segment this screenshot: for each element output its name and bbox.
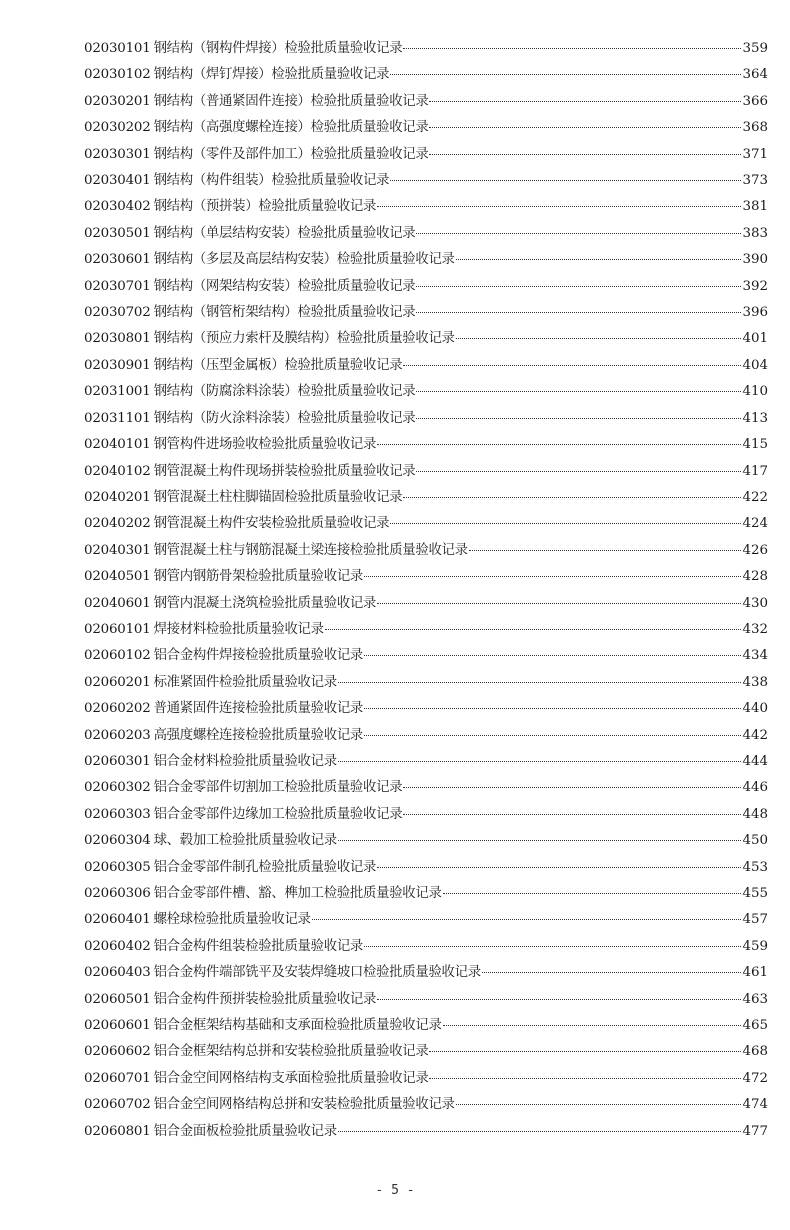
toc-entry-page-number: 359 [742, 41, 768, 56]
toc-dot-leader [403, 47, 741, 49]
toc-entry-code: 02060102 [84, 648, 151, 664]
toc-entry-title: 钢管混凝土柱柱脚锚固检验批质量验收记录 [153, 489, 403, 505]
toc-entry-page-number: 401 [742, 331, 768, 347]
toc-entry-title: 钢结构（单层结构安装）检验批质量验收记录 [153, 225, 416, 241]
toc-dot-leader [403, 813, 741, 815]
toc-entry-page-number: 381 [742, 199, 768, 215]
toc-entry[interactable] [84, 723, 768, 749]
toc-dot-leader [456, 1103, 742, 1105]
toc-entry-code: 02060301 [84, 753, 151, 769]
toc-entry[interactable] [84, 221, 768, 247]
toc-dot-leader [364, 734, 741, 736]
table-of-contents [84, 36, 768, 1145]
toc-entry[interactable] [84, 538, 768, 564]
toc-entry-code: 02060302 [84, 780, 151, 796]
toc-entry-title: 普通紧固件连接检验批质量验收记录 [153, 701, 364, 717]
toc-entry-page-number: 383 [742, 225, 768, 241]
toc-entry-title: 钢管内混凝土浇筑检验批质量验收记录 [153, 595, 377, 611]
toc-entry[interactable] [84, 987, 768, 1013]
toc-entry[interactable] [84, 459, 768, 485]
toc-entry-page-number: 404 [742, 357, 768, 373]
toc-entry-page-number: 428 [742, 569, 768, 585]
toc-dot-leader [338, 1130, 742, 1132]
toc-entry[interactable] [84, 960, 768, 986]
toc-entry-code: 02030301 [84, 146, 151, 162]
toc-dot-leader [469, 549, 742, 551]
toc-entry-code: 02030801 [84, 331, 151, 347]
toc-entry[interactable] [84, 353, 768, 379]
toc-entry-code: 02060304 [84, 833, 151, 849]
toc-dot-leader [338, 681, 742, 683]
toc-entry-code: 02060403 [84, 965, 151, 981]
toc-entry-code: 02030701 [84, 278, 151, 294]
toc-entry[interactable] [84, 89, 768, 115]
toc-entry-title: 焊接材料检验批质量验收记录 [153, 621, 324, 637]
toc-entry-title: 铝合金空间网格结构支承面检验批质量验收记录 [153, 1070, 429, 1086]
toc-dot-leader [429, 153, 741, 155]
toc-entry-page-number: 415 [742, 437, 768, 453]
toc-entry-page-number: 463 [742, 991, 768, 1007]
toc-entry-page-number: 371 [742, 146, 768, 162]
toc-entry-title: 铝合金材料检验批质量验收记录 [153, 753, 337, 769]
toc-dot-leader [416, 232, 741, 234]
toc-dot-leader [364, 707, 741, 709]
toc-dot-leader [390, 73, 741, 75]
toc-entry-page-number: 442 [742, 727, 768, 743]
toc-entry-page-number: 474 [742, 1097, 768, 1113]
toc-entry[interactable] [84, 564, 768, 590]
toc-entry[interactable] [84, 406, 768, 432]
toc-entry-code: 02040101 [84, 437, 151, 453]
toc-entry-page-number: 396 [742, 305, 768, 321]
toc-entry[interactable] [84, 1092, 768, 1118]
toc-dot-leader [325, 628, 742, 630]
toc-entry-title: 高强度螺栓连接检验批质量验收记录 [153, 727, 364, 743]
toc-entry-title: 铝合金空间网格结构总拼和安装检验批质量验收记录 [153, 1097, 455, 1113]
toc-entry-page-number: 368 [742, 120, 768, 136]
toc-entry-code: 02030402 [84, 199, 151, 215]
toc-entry-title: 钢结构（钢管桁架结构）检验批质量验收记录 [153, 305, 416, 321]
toc-dot-leader [416, 311, 741, 313]
toc-dot-leader [443, 892, 742, 894]
toc-entry-code: 02031101 [84, 410, 151, 426]
toc-entry[interactable] [84, 749, 768, 775]
toc-dot-leader [377, 866, 741, 868]
toc-dot-leader [377, 602, 741, 604]
toc-entry[interactable] [84, 485, 768, 511]
toc-dot-leader [364, 945, 741, 947]
toc-entry-title: 标准紧固件检验批质量验收记录 [153, 674, 337, 690]
toc-entry-page-number: 477 [742, 1123, 768, 1139]
toc-entry-code: 02060801 [84, 1123, 151, 1139]
toc-entry-code: 02060201 [84, 674, 151, 690]
toc-entry-page-number: 426 [742, 542, 768, 558]
toc-entry-page-number: 364 [742, 67, 768, 83]
toc-entry-title: 钢结构（压型金属板）检验批质量验收记录 [153, 357, 403, 373]
toc-entry-title: 钢管混凝土构件现场拼装检验批质量验收记录 [153, 463, 416, 479]
toc-entry-title: 钢结构（预应力索杆及膜结构）检验批质量验收记录 [153, 331, 455, 347]
toc-entry-code: 02030202 [84, 120, 151, 136]
toc-entry-page-number: 455 [742, 886, 768, 901]
toc-entry-title: 钢结构（高强度螺栓连接）检验批质量验收记录 [153, 120, 429, 136]
toc-entry-title: 铝合金构件端部铣平及安装焊缝坡口检验批质量验收记录 [153, 965, 481, 981]
toc-entry-code: 02060601 [84, 1018, 151, 1034]
toc-entry-page-number: 366 [742, 93, 768, 109]
toc-dot-leader [377, 205, 741, 207]
toc-entry[interactable] [84, 591, 768, 617]
toc-entry-title: 铝合金构件预拼装检验批质量验收记录 [153, 991, 377, 1007]
toc-entry-page-number: 410 [742, 384, 768, 400]
toc-dot-leader [364, 575, 741, 577]
toc-entry-page-number: 432 [742, 621, 768, 637]
toc-entry-title: 钢管内钢筋骨架检验批质量验收记录 [153, 569, 364, 585]
toc-entry-code: 02040202 [84, 516, 151, 532]
toc-entry[interactable] [84, 855, 768, 881]
toc-entry-title: 铝合金构件组装检验批质量验收记录 [153, 938, 364, 954]
toc-entry-code: 02030702 [84, 305, 151, 321]
toc-entry-title: 钢结构（普通紧固件连接）检验批质量验收记录 [153, 93, 429, 109]
toc-dot-leader [416, 285, 741, 287]
toc-dot-leader [390, 522, 741, 524]
toc-entry-title: 铝合金框架结构基础和支承面检验批质量验收记录 [153, 1018, 442, 1034]
toc-entry-code: 02040102 [84, 463, 151, 479]
toc-entry[interactable] [84, 802, 768, 828]
toc-entry-page-number: 434 [742, 648, 768, 664]
toc-entry-code: 02060602 [84, 1044, 151, 1060]
toc-entry-code: 02040601 [84, 595, 151, 611]
toc-entry-code: 02040301 [84, 542, 151, 558]
toc-entry[interactable] [84, 36, 768, 62]
toc-dot-leader [416, 390, 741, 392]
toc-entry-page-number: 438 [742, 674, 768, 690]
toc-dot-leader [390, 179, 741, 181]
toc-entry-code: 02030601 [84, 252, 151, 268]
toc-entry-code: 02031001 [84, 384, 151, 400]
toc-entry-code: 02030901 [84, 357, 151, 373]
toc-entry-page-number: 430 [742, 595, 768, 611]
toc-dot-leader [429, 126, 741, 128]
toc-entry-code: 02060202 [84, 701, 151, 717]
toc-dot-leader [429, 1077, 741, 1079]
toc-entry-code: 02060702 [84, 1097, 151, 1113]
toc-entry-page-number: 413 [742, 410, 768, 426]
toc-dot-leader [377, 443, 741, 445]
page-number: - 5 - [375, 1183, 415, 1198]
toc-entry-page-number: 373 [742, 173, 768, 189]
toc-entry-title: 铝合金框架结构总拼和安装检验批质量验收记录 [153, 1044, 429, 1060]
toc-entry[interactable] [84, 247, 768, 273]
toc-entry-page-number: 457 [742, 912, 768, 928]
toc-entry-title: 铝合金零部件切割加工检验批质量验收记录 [153, 780, 403, 796]
toc-entry-code: 02060203 [84, 727, 151, 743]
toc-dot-leader [456, 258, 742, 260]
toc-dot-leader [429, 100, 741, 102]
toc-entry-title: 钢结构（构件组装）检验批质量验收记录 [153, 173, 390, 189]
toc-entry[interactable] [84, 643, 768, 669]
toc-entry-title: 钢结构（焊钉焊接）检验批质量验收记录 [153, 67, 390, 83]
toc-entry-page-number: 390 [742, 252, 768, 268]
toc-entry-title: 钢结构（多层及高层结构安装）检验批质量验收记录 [153, 252, 455, 268]
toc-entry[interactable] [84, 115, 768, 141]
toc-entry[interactable] [84, 1039, 768, 1065]
toc-entry-page-number: 448 [742, 806, 768, 822]
toc-entry-code: 02030101 [84, 41, 151, 56]
toc-entry[interactable] [84, 907, 768, 933]
toc-entry-code: 02040201 [84, 489, 151, 505]
toc-entry-title: 钢结构（预拼装）检验批质量验收记录 [153, 199, 377, 215]
toc-dot-leader [429, 1050, 741, 1052]
toc-entry-title: 钢结构（零件及部件加工）检验批质量验收记录 [153, 146, 429, 162]
toc-entry-code: 02060402 [84, 938, 151, 954]
toc-entry[interactable] [84, 194, 768, 220]
toc-entry-page-number: 440 [742, 701, 768, 717]
toc-entry[interactable] [84, 379, 768, 405]
toc-dot-leader [416, 417, 741, 419]
toc-entry[interactable] [84, 326, 768, 352]
toc-entry-code: 02060401 [84, 912, 151, 928]
toc-entry[interactable] [84, 775, 768, 801]
toc-entry[interactable] [84, 934, 768, 960]
toc-entry-title: 钢管混凝土构件安装检验批质量验收记录 [153, 516, 390, 532]
toc-entry-page-number: 392 [742, 278, 768, 294]
toc-entry-code: 02030501 [84, 225, 151, 241]
toc-entry-page-number: 424 [742, 516, 768, 532]
toc-entry-title: 铝合金构件焊接检验批质量验收记录 [153, 648, 364, 664]
toc-entry[interactable] [84, 670, 768, 696]
toc-entry[interactable] [84, 511, 768, 537]
toc-dot-leader [482, 971, 742, 973]
toc-entry-title: 铝合金零部件边缘加工检验批质量验收记录 [153, 806, 403, 822]
toc-entry-page-number: 444 [742, 753, 768, 769]
toc-entry-code: 02030102 [84, 67, 151, 83]
toc-entry[interactable] [84, 62, 768, 88]
toc-entry-title: 铝合金面板检验批质量验收记录 [153, 1123, 337, 1139]
toc-entry[interactable] [84, 881, 768, 907]
toc-entry-title: 钢结构（防腐涂料涂装）检验批质量验收记录 [153, 384, 416, 400]
toc-entry[interactable] [84, 828, 768, 854]
toc-entry[interactable] [84, 432, 768, 458]
toc-dot-leader [364, 654, 741, 656]
toc-entry-page-number: 446 [742, 780, 768, 796]
toc-entry[interactable] [84, 617, 768, 643]
toc-entry-title: 钢管混凝土柱与钢筋混凝土梁连接检验批质量验收记录 [153, 542, 468, 558]
toc-entry[interactable] [84, 1066, 768, 1092]
toc-entry-code: 02040501 [84, 569, 151, 585]
toc-entry-code: 02060303 [84, 806, 151, 822]
toc-entry-code: 02060306 [84, 886, 151, 901]
toc-entry-title: 钢结构（钢构件焊接）检验批质量验收记录 [153, 41, 403, 56]
toc-entry-title: 铝合金零部件制孔检验批质量验收记录 [153, 859, 377, 875]
toc-entry-page-number: 453 [742, 859, 768, 875]
toc-entry-page-number: 468 [742, 1044, 768, 1060]
toc-entry[interactable] [84, 300, 768, 326]
toc-dot-leader [338, 839, 742, 841]
toc-entry-title: 铝合金零部件槽、豁、榫加工检验批质量验收记录 [153, 886, 442, 901]
toc-entry-page-number: 450 [742, 833, 768, 849]
toc-dot-leader [377, 998, 741, 1000]
toc-entry-code: 02060701 [84, 1070, 151, 1086]
toc-entry[interactable] [84, 696, 768, 722]
toc-dot-leader [338, 760, 742, 762]
toc-entry[interactable] [84, 274, 768, 300]
toc-entry[interactable] [84, 142, 768, 168]
toc-entry-page-number: 422 [742, 489, 768, 505]
toc-entry-title: 球、毂加工检验批质量验收记录 [153, 833, 337, 849]
toc-dot-leader [443, 1024, 742, 1026]
toc-entry-code: 02030201 [84, 93, 151, 109]
toc-entry-code: 02060101 [84, 621, 151, 637]
toc-entry-page-number: 472 [742, 1070, 768, 1086]
toc-entry-page-number: 461 [742, 965, 768, 981]
toc-dot-leader [456, 337, 742, 339]
toc-entry-title: 钢结构（防火涂料涂装）检验批质量验收记录 [153, 410, 416, 426]
toc-entry-title: 螺栓球检验批质量验收记录 [153, 912, 311, 928]
toc-dot-leader [403, 496, 741, 498]
toc-entry-page-number: 417 [742, 463, 768, 479]
toc-dot-leader [416, 470, 741, 472]
toc-entry-page-number: 459 [742, 938, 768, 954]
toc-dot-leader [312, 918, 742, 920]
toc-entry-code: 02060305 [84, 859, 151, 875]
toc-entry-title: 钢管构件进场验收检验批质量验收记录 [153, 437, 377, 453]
toc-entry-page-number: 465 [742, 1018, 768, 1034]
toc-entry[interactable] [84, 168, 768, 194]
toc-entry-code: 02030401 [84, 173, 151, 189]
toc-entry[interactable] [84, 1013, 768, 1039]
toc-dot-leader [403, 786, 741, 788]
toc-dot-leader [403, 364, 741, 366]
toc-entry[interactable] [84, 1119, 768, 1145]
toc-entry-code: 02060501 [84, 991, 151, 1007]
toc-entry-title: 钢结构（网架结构安装）检验批质量验收记录 [153, 278, 416, 294]
